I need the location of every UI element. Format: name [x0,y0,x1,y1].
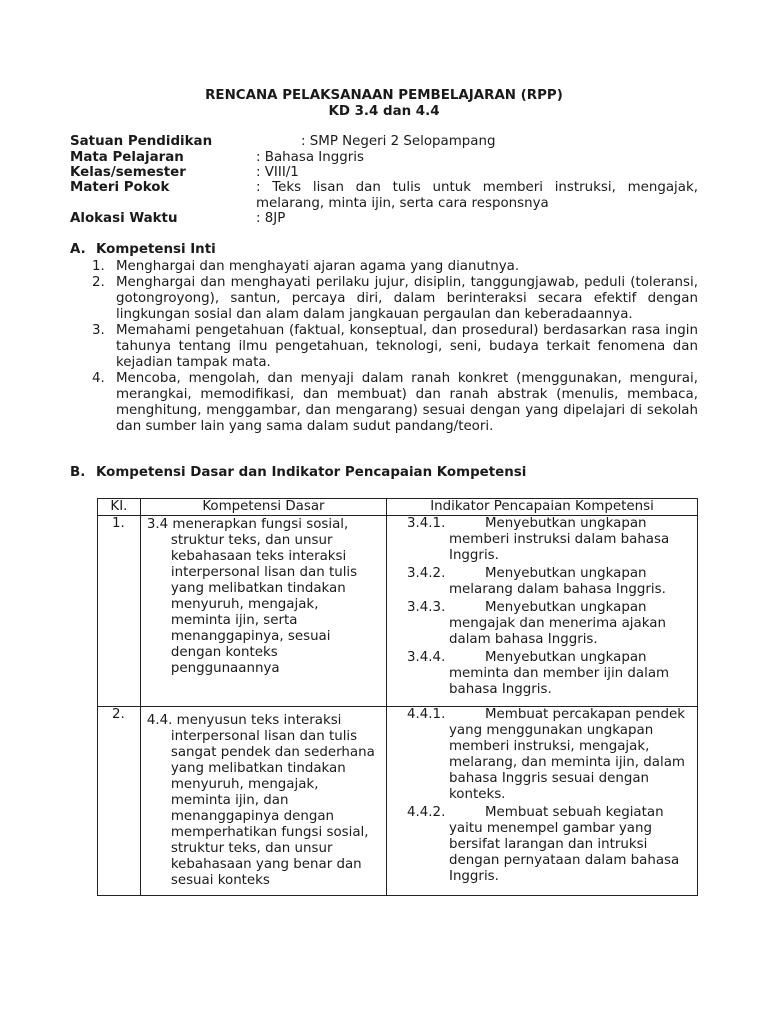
section-heading [70,465,526,481]
indicator-cell [387,707,698,896]
indicator-text: Menyebutkan ungkapan mengajak dan menerima ajakan dalam bahasa Inggris. [449,600,666,647]
list-item [70,323,698,371]
indicator-cell [387,516,698,707]
list-number: 1. [92,259,105,274]
identity-label: Materi Pokok [70,180,170,195]
kd-table [97,498,698,896]
indicator-text: Membuat sebuah kegiatan yaitu menempel gambar yang bersifat larangan dan intruksi dengan pernyataan dalam bahasa Inggris. [449,805,680,884]
indicator-code: 3.4.2. [407,566,446,581]
list-text: Mencoba, mengolah, dan menyaji dalam ranah konkret (menggunakan, mengurai, merangkai, memodifikasi, dan membuat) dan ranah abstrak (menulis, membaca, menghitung, menggambar, dan mengarang) sesuai dengan yang dipelajari di sekolah dan sumber lain yang sama dalam sudut pandang/teori. [116,371,698,434]
section-letter: A. [70,242,86,257]
indicator-code: 3.4.1. [407,516,446,531]
section-heading [70,242,216,258]
indicator-item [387,600,687,648]
identity-label: Alokasi Waktu [70,211,178,226]
column-header: KI. [98,499,141,516]
identity-value: : 8JP [256,211,286,226]
list-item [70,371,698,435]
indicator-text: Menyebutkan ungkapan memberi instruksi dalam bahasa Inggris. [449,516,670,563]
identity-label: Kelas/semester [70,165,186,180]
indicator-text: Menyebutkan ungkapan meminta dan member ijin dalam bahasa Inggris. [449,650,670,697]
column-header: Indikator Pencapaian Kompetensi [387,499,698,516]
list-text: Menghargai dan menghayati ajaran agama yang dianutnya. [116,259,520,274]
list-text: Menghargai dan menghayati perilaku jujur, disiplin, tanggungjawab, peduli (toleransi, gotongroyong), santun, percaya diri, dalam berinteraksi secara efektif dengan lingkungan sosial dan alam dalam jangkauan pergaulan dan keberadaannya. [116,275,698,322]
ki-cell: 1. [98,516,141,707]
indicator-code: 3.4.4. [407,650,446,665]
kompetensi-inti-list [70,259,698,435]
list-text: Memahami pengetahuan (faktual, konseptual, dan prosedural) berdasarkan rasa ingin tahunya tentang ilmu pengetahuan, teknologi, seni, budaya terkait fenomena dan kejadian tampak mata. [116,323,698,370]
identity-value: : SMP Negeri 2 Selopampang [301,134,496,149]
list-item [70,275,698,323]
section-title: Kompetensi Dasar dan Indikator Pencapaian Kompetensi [96,465,527,480]
indicator-code: 3.4.3. [407,600,446,615]
section-title: Kompetensi Inti [96,242,216,257]
identity-label: Satuan Pendidikan [70,134,213,149]
column-header: Kompetensi Dasar [140,499,386,516]
identity-value: : Teks lisan dan tulis untuk memberi instruksi, mengajak, melarang, minta ijin, serta cara responsnya [256,180,698,211]
identity-value: : Bahasa Inggris [256,150,364,165]
ki-cell: 2. [98,707,141,896]
indicator-text: Menyebutkan ungkapan melarang dalam bahasa Inggris. [449,566,666,597]
indicator-item [387,650,687,698]
table-row [98,516,698,707]
indicator-item [387,805,687,885]
list-number: 2. [92,275,105,290]
identity-label: Mata Pelajaran [70,150,184,165]
document-subtitle: KD 3.4 dan 4.4 [328,104,440,119]
list-number: 4. [92,371,105,386]
indicator-item [387,707,687,803]
list-item [70,259,698,275]
document-title: RENCANA PELAKSANAAN PEMBELAJARAN (RPP) [205,88,563,103]
indicator-item [387,516,687,564]
identity-value: : VIII/1 [256,165,299,180]
indicator-code: 4.4.2. [407,805,446,820]
table-header-row [98,499,698,516]
kd-cell [140,516,386,707]
table-row [98,707,698,896]
kd-cell [140,707,386,896]
kd-text: 3.4 menerapkan fungsi sosial, struktur teks, dan unsur kebahasaan teks interaksi interpersonal lisan dan tulis yang melibatkan tindakan menyuruh, mengajak, meminta ijin, serta menanggapinya, sesuai dengan konteks penggunaannya [146,517,358,676]
indicator-code: 4.4.1. [407,707,446,722]
indicator-item [387,566,687,598]
kd-text: 4.4. menyusun teks interaksi interpersonal lisan dan tulis sangat pendek dan sederhana yang melibatkan tindakan menyuruh, mengajak, meminta ijin, dan menanggapinya dengan memperhatikan fungsi sosial, struktur teks, dan unsur kebahasaan yang benar dan sesuai konteks [146,713,375,888]
section-letter: B. [70,465,86,480]
indicator-text: Membuat percakapan pendek yang menggunakan ungkapan memberi instruksi, mengajak, melarang, dan meminta ijin, dalam bahasa Inggris sesuai dengan konteks. [449,707,685,802]
list-number: 3. [92,323,105,338]
